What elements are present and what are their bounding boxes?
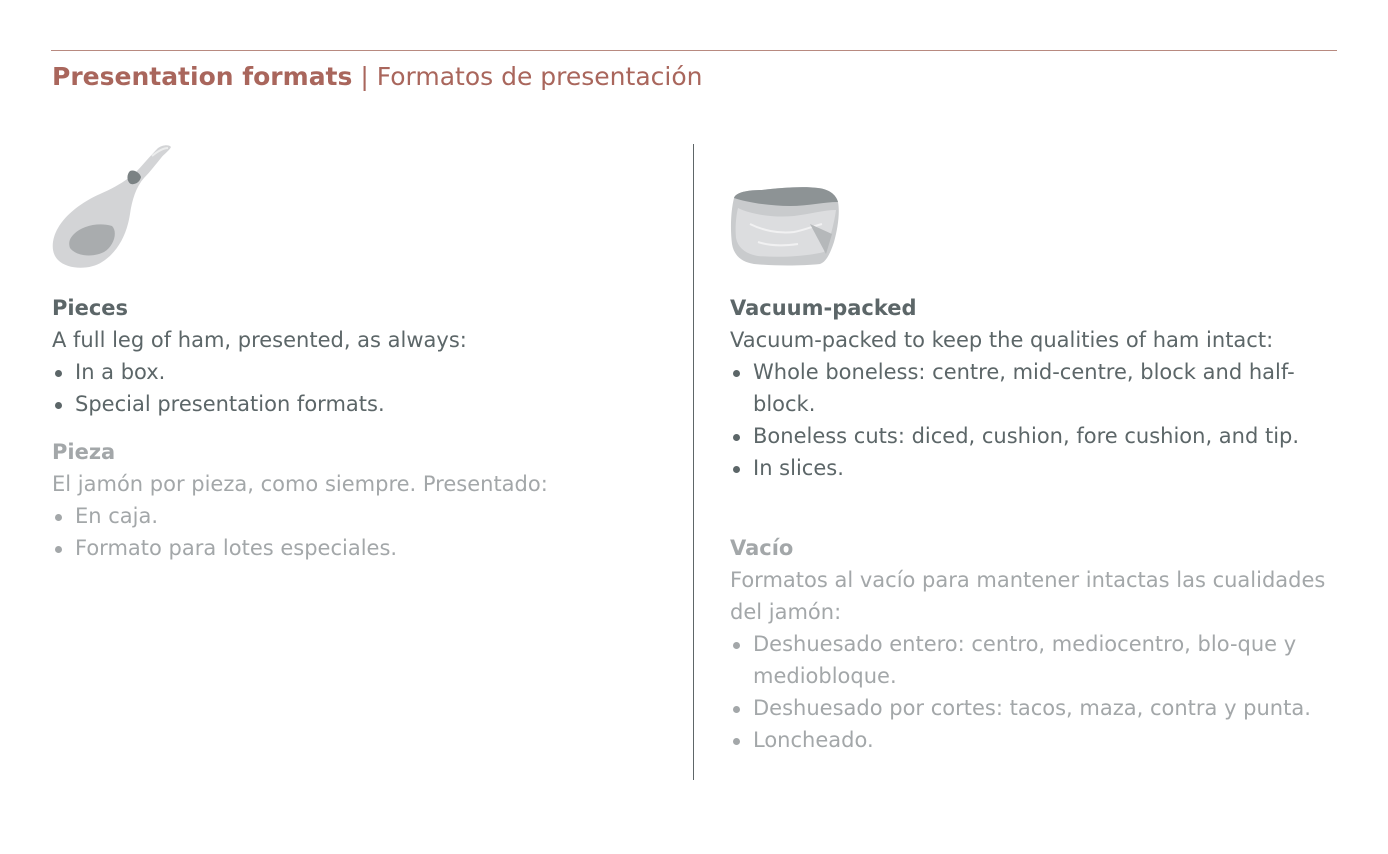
page-title <box>52 60 702 94</box>
page-title-english: Presentation formats <box>52 62 353 91</box>
page-title-spanish: Formatos de presentación <box>376 62 703 91</box>
vacuum-intro: Vacuum-packed to keep the qualities of ham intact: <box>730 328 1274 352</box>
vacio-list <box>730 628 1330 756</box>
list-item: Special presentation formats. <box>52 388 652 420</box>
pieces-intro: A full leg of ham, presented, as always: <box>52 328 467 352</box>
pieces-english-block <box>52 292 652 420</box>
top-rule <box>51 50 1337 51</box>
pieza-spanish-block <box>52 436 652 564</box>
pieces-title: Pieces <box>52 296 129 320</box>
list-item: Deshuesado entero: centro, mediocentro, blo-que y mediobloque. <box>730 628 1330 692</box>
vacio-intro: Formatos al vacío para mantener intactas las cualidades del jamón: <box>730 568 1326 624</box>
list-item: Loncheado. <box>730 724 1330 756</box>
pieza-intro: El jamón por pieza, como siempre. Presentado: <box>52 472 548 496</box>
list-item: In a box. <box>52 356 652 388</box>
vacuum-english-block <box>730 292 1340 484</box>
list-item: Whole boneless: centre, mid-centre, block and half-block. <box>730 356 1340 420</box>
pieza-title: Pieza <box>52 440 116 464</box>
vacuum-list <box>730 356 1340 484</box>
title-separator: | <box>360 62 369 91</box>
vacuum-title: Vacuum-packed <box>730 296 917 320</box>
ham-leg-icon <box>52 142 174 270</box>
column-divider <box>693 144 694 780</box>
list-item: In slices. <box>730 452 1340 484</box>
vacio-spanish-block <box>730 532 1330 756</box>
list-item: En caja. <box>52 500 652 532</box>
list-item: Boneless cuts: diced, cushion, fore cushion, and tip. <box>730 420 1340 452</box>
list-item: Formato para lotes especiales. <box>52 532 652 564</box>
vacio-title: Vacío <box>730 536 794 560</box>
vacuum-pack-icon <box>728 184 842 268</box>
pieza-list <box>52 500 652 564</box>
list-item: Deshuesado por cortes: tacos, maza, contra y punta. <box>730 692 1330 724</box>
pieces-list <box>52 356 652 420</box>
